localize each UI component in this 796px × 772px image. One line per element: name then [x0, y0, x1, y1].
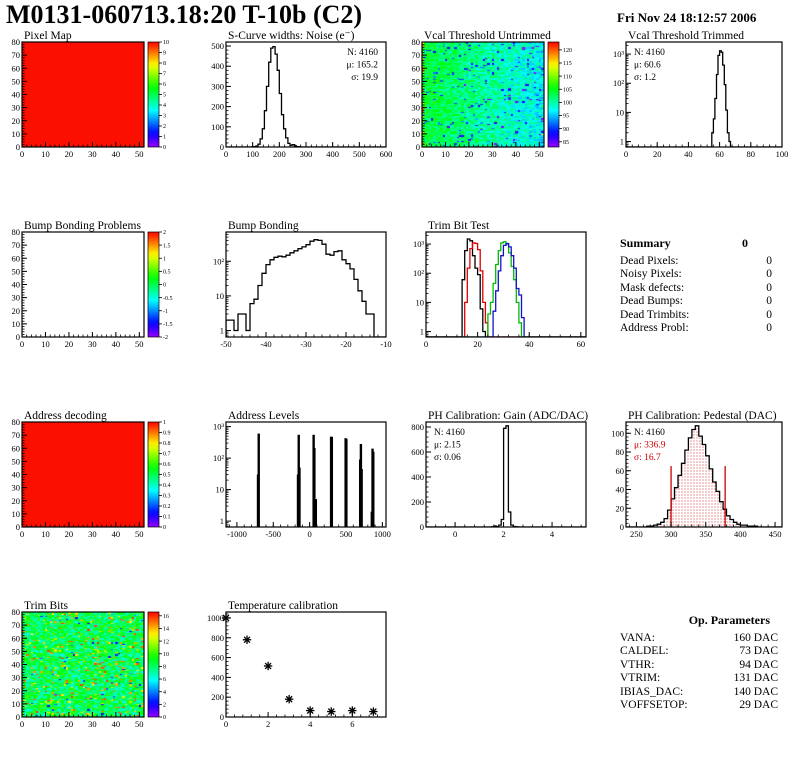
svg-text:0: 0 [15, 522, 20, 532]
svg-text:50: 50 [135, 149, 144, 159]
op-parameters-header [620, 613, 770, 628]
svg-text:40: 40 [111, 339, 121, 349]
svg-text:Pixel Map: Pixel Map [24, 30, 72, 42]
plot-pixel-map [0, 30, 200, 172]
svg-text:10²: 10² [212, 256, 224, 267]
svg-text:40: 40 [511, 149, 521, 159]
svg-text:85: 85 [563, 139, 569, 146]
svg-text:4: 4 [163, 103, 166, 110]
summary-panel [620, 236, 772, 335]
summary-header [620, 236, 748, 251]
svg-text:400: 400 [326, 149, 340, 159]
svg-text:0: 0 [419, 522, 424, 532]
svg-text:20: 20 [473, 339, 482, 349]
svg-text:μ: 60.6: μ: 60.6 [634, 60, 661, 71]
plot-bump-bonding [200, 220, 400, 362]
svg-text:0: 0 [619, 522, 624, 532]
svg-text:-2: -2 [163, 335, 168, 342]
svg-text:-20: -20 [340, 339, 352, 349]
svg-text:10: 10 [11, 318, 20, 329]
svg-text:10²: 10² [412, 268, 424, 279]
svg-text:9: 9 [163, 50, 166, 57]
svg-text:40: 40 [615, 484, 624, 495]
svg-text:70: 70 [411, 50, 420, 61]
svg-text:40: 40 [524, 339, 534, 349]
svg-text:Bump Bonding: Bump Bonding [228, 220, 299, 232]
svg-text:10: 10 [215, 290, 224, 301]
svg-text:0.4: 0.4 [163, 483, 171, 490]
svg-text:0.5: 0.5 [163, 269, 171, 276]
svg-text:1: 1 [619, 136, 624, 147]
svg-text:20: 20 [11, 305, 20, 316]
svg-text:0: 0 [223, 149, 229, 159]
svg-text:N: 4160: N: 4160 [634, 48, 665, 58]
svg-text:10²: 10² [212, 453, 224, 464]
svg-text:10: 10 [11, 508, 20, 519]
op-row-vtrim: VTRIM: 131 DAC [620, 672, 778, 685]
svg-text:40: 40 [11, 659, 20, 670]
op-row-ibias-dac: IBIAS_DAC: 140 DAC [620, 685, 778, 698]
svg-text:20: 20 [411, 115, 420, 126]
svg-text:60: 60 [11, 443, 20, 454]
plot-vcal-untrimmed [400, 30, 600, 172]
svg-text:80: 80 [11, 37, 20, 47]
svg-text:7: 7 [163, 71, 166, 78]
svg-text:0: 0 [163, 145, 166, 152]
svg-text:500: 500 [352, 149, 366, 159]
svg-text:1: 1 [219, 516, 224, 527]
svg-text:0: 0 [307, 529, 312, 539]
svg-text:300: 300 [299, 149, 313, 159]
svg-text:60: 60 [715, 149, 724, 159]
svg-text:600: 600 [211, 652, 224, 663]
svg-text:10: 10 [41, 149, 50, 159]
svg-text:30: 30 [88, 719, 97, 729]
svg-text:20: 20 [464, 149, 474, 159]
svg-text:6: 6 [350, 719, 355, 729]
svg-text:105: 105 [563, 87, 572, 94]
svg-text:6: 6 [163, 82, 166, 89]
svg-text:-30: -30 [300, 339, 312, 349]
svg-text:10²: 10² [612, 78, 624, 89]
svg-text:60: 60 [11, 63, 20, 74]
svg-text:10: 10 [441, 149, 450, 159]
svg-text:1: 1 [219, 325, 224, 336]
summary-row-dead-bumps: Dead Bumps: 0 [620, 295, 772, 308]
svg-text:80: 80 [411, 37, 420, 47]
svg-text:2: 2 [163, 702, 166, 709]
svg-text:90: 90 [563, 126, 569, 133]
plot-trim-bits [0, 600, 200, 744]
svg-text:100: 100 [563, 100, 572, 107]
svg-text:50: 50 [135, 529, 144, 539]
svg-text:500: 500 [339, 529, 353, 539]
svg-text:110: 110 [563, 74, 572, 81]
svg-text:σ: 16.7: σ: 16.7 [634, 453, 661, 463]
svg-text:500: 500 [211, 41, 224, 52]
svg-text:10: 10 [163, 40, 169, 47]
svg-text:14: 14 [163, 626, 169, 633]
svg-text:200: 200 [411, 497, 424, 507]
svg-text:400: 400 [211, 672, 224, 683]
svg-text:0: 0 [415, 142, 420, 152]
svg-text:0: 0 [163, 715, 166, 722]
svg-text:70: 70 [11, 430, 20, 441]
svg-text:10: 10 [615, 107, 624, 118]
svg-text:0: 0 [223, 719, 229, 729]
svg-text:300: 300 [211, 81, 224, 92]
svg-text:10: 10 [41, 529, 50, 539]
svg-text:0: 0 [219, 142, 224, 152]
svg-text:PH Calibration: Pedestal (DAC): PH Calibration: Pedestal (DAC) [628, 410, 777, 422]
svg-text:σ: 0.06: σ: 0.06 [434, 453, 461, 463]
svg-text:4: 4 [308, 719, 313, 729]
svg-text:Trim Bits: Trim Bits [24, 600, 69, 612]
svg-text:-500: -500 [265, 529, 282, 539]
svg-text:Address decoding: Address decoding [24, 410, 107, 422]
svg-text:2: 2 [163, 230, 166, 237]
svg-text:80: 80 [11, 417, 20, 427]
svg-text:400: 400 [211, 61, 224, 72]
svg-text:800: 800 [211, 632, 224, 643]
svg-text:-1.5: -1.5 [163, 322, 173, 329]
summary-row-address-probl: Address Probl: 0 [620, 322, 772, 335]
svg-text:Vcal Threshold Untrimmed: Vcal Threshold Untrimmed [424, 30, 551, 42]
svg-text:400: 400 [411, 472, 424, 482]
svg-text:2: 2 [265, 719, 271, 729]
svg-text:50: 50 [11, 266, 20, 277]
svg-text:30: 30 [11, 482, 20, 493]
svg-text:300: 300 [664, 529, 678, 539]
svg-text:600: 600 [379, 149, 393, 159]
plot-ph-gain [400, 410, 600, 552]
svg-text:10: 10 [415, 297, 424, 308]
svg-text:4: 4 [163, 689, 166, 696]
svg-text:-0.5: -0.5 [163, 295, 173, 302]
svg-text:30: 30 [11, 102, 20, 113]
svg-text:0.8: 0.8 [163, 441, 171, 448]
svg-text:1: 1 [419, 326, 424, 337]
svg-text:100: 100 [611, 428, 624, 439]
svg-text:12: 12 [163, 639, 169, 646]
svg-text:μ: 2.15: μ: 2.15 [434, 440, 461, 451]
timestamp: Fri Nov 24 18:12:57 2006 [617, 10, 757, 25]
svg-text:1: 1 [163, 256, 166, 263]
svg-text:30: 30 [88, 339, 97, 349]
svg-text:3: 3 [163, 113, 166, 120]
svg-text:-10: -10 [380, 339, 392, 349]
svg-text:N: 4160: N: 4160 [347, 48, 378, 58]
svg-text:0: 0 [423, 339, 429, 349]
svg-text:8: 8 [163, 664, 166, 671]
summary-row-dead-trimbits: Dead Trimbits: 0 [620, 308, 772, 321]
summary-row-dead-pixels: Dead Pixels: 0 [620, 255, 772, 267]
svg-text:800: 800 [411, 422, 424, 432]
op-row-vthr: VTHR: 94 DAC [620, 658, 778, 671]
svg-text:50: 50 [135, 719, 144, 729]
svg-text:N: 4160: N: 4160 [434, 428, 465, 438]
svg-text:-1000: -1000 [226, 529, 247, 539]
svg-text:100: 100 [246, 149, 260, 159]
svg-text:PH Calibration: Gain (ADC/DAC): PH Calibration: Gain (ADC/DAC) [428, 410, 589, 422]
svg-text:115: 115 [563, 61, 572, 68]
svg-text:0.3: 0.3 [163, 493, 171, 500]
plot-trim-bit-test [400, 220, 600, 362]
svg-text:60: 60 [576, 339, 586, 349]
svg-text:20: 20 [64, 149, 74, 159]
svg-text:30: 30 [88, 149, 97, 159]
svg-text:S-Curve widths: Noise (e⁻): S-Curve widths: Noise (e⁻) [228, 30, 355, 42]
svg-text:20: 20 [11, 115, 20, 126]
svg-text:0: 0 [19, 149, 25, 159]
svg-text:30: 30 [11, 672, 20, 683]
svg-text:0: 0 [219, 712, 224, 722]
svg-text:0.2: 0.2 [163, 504, 171, 511]
op-parameters-title: Op. Parameters [688, 613, 770, 627]
svg-text:0: 0 [163, 525, 166, 532]
svg-text:20: 20 [64, 529, 74, 539]
svg-text:50: 50 [411, 76, 420, 87]
svg-text:50: 50 [11, 646, 20, 657]
svg-text:10: 10 [163, 651, 169, 658]
svg-text:40: 40 [11, 279, 20, 290]
svg-text:0.1: 0.1 [163, 514, 171, 521]
svg-text:10: 10 [411, 128, 420, 139]
svg-text:50: 50 [11, 456, 20, 467]
svg-text:0: 0 [163, 282, 166, 289]
svg-text:30: 30 [11, 292, 20, 303]
svg-text:Temperature calibration: Temperature calibration [228, 600, 338, 612]
svg-text:20: 20 [64, 339, 74, 349]
svg-text:95: 95 [563, 113, 569, 120]
svg-text:40: 40 [111, 719, 121, 729]
svg-text:80: 80 [11, 607, 20, 617]
svg-text:30: 30 [88, 529, 97, 539]
svg-text:1: 1 [163, 420, 166, 427]
svg-text:Trim Bit Test: Trim Bit Test [428, 220, 490, 232]
plot-address-levels [200, 410, 400, 552]
op-row-voffsetop: VOFFSETOP: 29 DAC [620, 699, 778, 712]
svg-text:10: 10 [41, 719, 50, 729]
svg-text:N: 4160: N: 4160 [634, 428, 665, 438]
svg-text:100: 100 [775, 149, 789, 159]
svg-text:2: 2 [163, 124, 166, 131]
svg-text:16: 16 [163, 613, 169, 620]
summary-row-noisy-pixels: Noisy Pixels: 0 [620, 268, 772, 281]
svg-text:80: 80 [615, 447, 624, 457]
svg-text:8: 8 [163, 61, 166, 68]
svg-text:Address Levels: Address Levels [228, 410, 300, 422]
svg-text:0.6: 0.6 [163, 462, 171, 469]
svg-text:40: 40 [111, 149, 121, 159]
svg-text:4: 4 [549, 529, 555, 539]
plot-scurve-noise [200, 30, 400, 172]
svg-text:200: 200 [211, 692, 224, 703]
svg-text:0.7: 0.7 [163, 451, 171, 458]
svg-text:20: 20 [615, 503, 624, 514]
svg-text:6: 6 [163, 677, 166, 684]
svg-text:-50: -50 [220, 339, 232, 349]
svg-text:20: 20 [11, 685, 20, 696]
svg-text:200: 200 [272, 149, 286, 159]
svg-text:1.5: 1.5 [163, 243, 171, 250]
svg-text:5: 5 [163, 92, 166, 99]
page-title: M0131-060713.18:20 T-10b (C2) [6, 0, 363, 29]
svg-text:μ: 336.9: μ: 336.9 [634, 440, 666, 451]
svg-text:0: 0 [19, 719, 25, 729]
svg-text:σ: 19.9: σ: 19.9 [351, 73, 378, 83]
svg-text:60: 60 [615, 465, 624, 476]
svg-text:0: 0 [19, 529, 25, 539]
svg-text:70: 70 [11, 50, 20, 61]
svg-text:100: 100 [211, 121, 224, 132]
plot-temperature [200, 600, 400, 744]
svg-text:Bump Bonding Problems: Bump Bonding Problems [24, 220, 141, 232]
svg-text:50: 50 [11, 76, 20, 87]
svg-text:-40: -40 [260, 339, 272, 349]
svg-text:0: 0 [419, 149, 425, 159]
svg-text:60: 60 [411, 63, 420, 74]
svg-text:10: 10 [11, 698, 20, 709]
svg-text:50: 50 [535, 149, 544, 159]
plot-address-decoding [0, 410, 200, 552]
svg-text:50: 50 [135, 339, 144, 349]
svg-text:20: 20 [64, 719, 74, 729]
svg-text:30: 30 [488, 149, 497, 159]
svg-text:0: 0 [19, 339, 25, 349]
svg-text:0: 0 [623, 149, 629, 159]
svg-text:60: 60 [11, 253, 20, 264]
svg-text:10³: 10³ [412, 239, 424, 250]
svg-text:1000: 1000 [373, 529, 391, 539]
svg-text:80: 80 [746, 149, 756, 159]
op-parameters-panel [620, 613, 778, 712]
svg-text:10³: 10³ [212, 421, 224, 432]
svg-text:σ: 1.2: σ: 1.2 [634, 73, 657, 83]
svg-text:2: 2 [501, 529, 506, 539]
svg-text:0: 0 [452, 529, 458, 539]
svg-text:600: 600 [411, 447, 424, 457]
op-row-vana: VANA: 160 DAC [620, 632, 778, 644]
svg-text:Vcal Threshold Trimmed: Vcal Threshold Trimmed [628, 30, 745, 42]
svg-text:10: 10 [11, 128, 20, 139]
svg-text:0.9: 0.9 [163, 430, 171, 437]
svg-text:10: 10 [215, 484, 224, 495]
svg-text:20: 20 [11, 495, 20, 506]
svg-text:10: 10 [41, 339, 50, 349]
svg-text:1000: 1000 [207, 612, 224, 623]
svg-text:0.5: 0.5 [163, 472, 171, 479]
svg-text:μ: 165.2: μ: 165.2 [346, 60, 378, 71]
svg-text:450: 450 [768, 529, 782, 539]
plot-vcal-trimmed [600, 30, 796, 172]
svg-text:40: 40 [411, 89, 420, 100]
svg-text:40: 40 [11, 89, 20, 100]
svg-text:0: 0 [15, 712, 20, 722]
plot-ph-pedestal [600, 410, 796, 552]
summary-title: Summary [620, 236, 671, 250]
summary-total: 0 [742, 236, 748, 250]
svg-text:80: 80 [11, 227, 20, 237]
svg-text:350: 350 [699, 529, 713, 539]
svg-text:200: 200 [211, 101, 224, 112]
svg-text:1: 1 [163, 134, 166, 141]
summary-row-mask-defects: Mask defects: 0 [620, 281, 772, 294]
svg-text:40: 40 [684, 149, 693, 159]
svg-text:20: 20 [652, 149, 662, 159]
op-row-caldel: CALDEL: 73 DAC [620, 645, 778, 658]
plot-bump-problems [0, 220, 200, 362]
svg-text:400: 400 [734, 529, 747, 539]
svg-text:40: 40 [11, 469, 20, 480]
svg-text:120: 120 [563, 48, 572, 55]
svg-text:40: 40 [111, 529, 121, 539]
svg-text:60: 60 [11, 633, 20, 644]
svg-text:250: 250 [630, 529, 643, 539]
svg-text:0: 0 [15, 142, 20, 152]
svg-text:70: 70 [11, 240, 20, 251]
svg-text:10³: 10³ [612, 49, 624, 60]
svg-text:70: 70 [11, 620, 20, 631]
svg-text:-1: -1 [163, 308, 168, 315]
svg-text:30: 30 [411, 102, 420, 113]
svg-text:0: 0 [15, 332, 20, 342]
